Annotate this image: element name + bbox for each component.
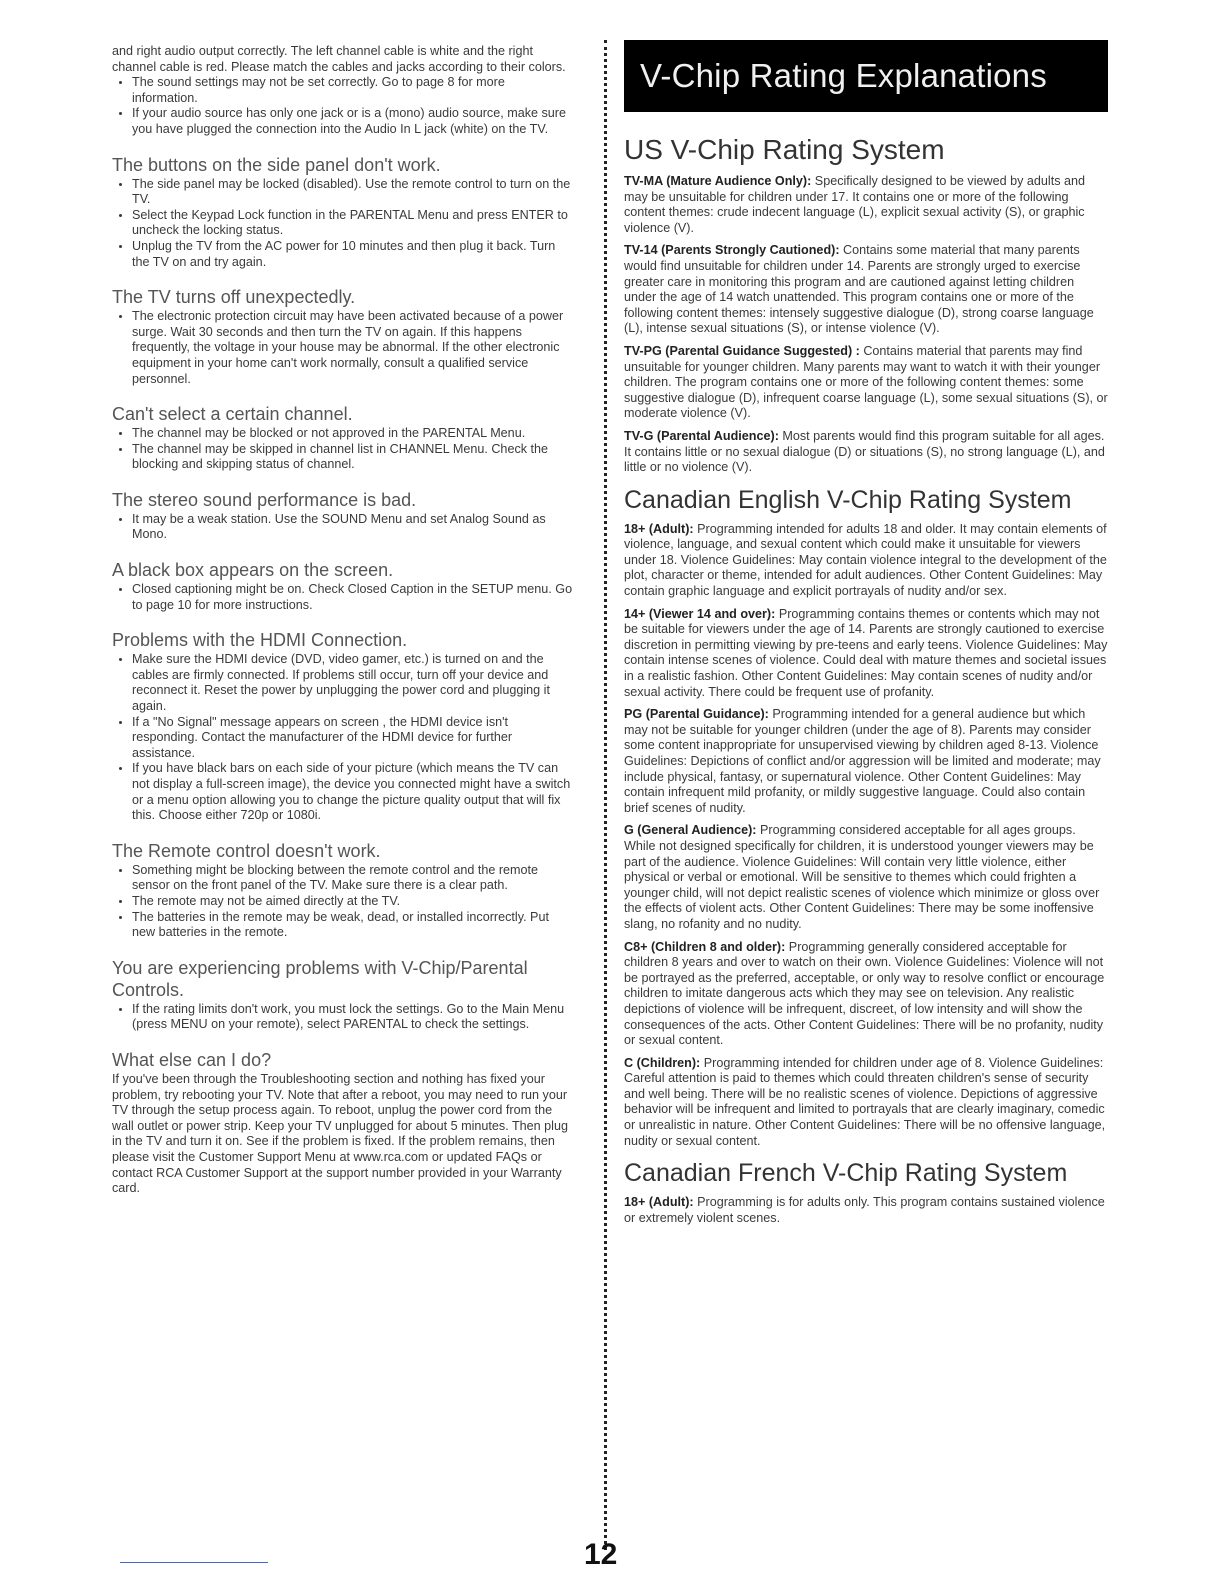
canadian-english-heading: Canadian English V-Chip Rating System	[624, 485, 1072, 514]
intro-list	[112, 75, 574, 137]
rating-text: Contains material that parents may find unsuitable for younger children. Many parents may want to watch it with their younger children. The program contains one or more of the following content themes: some suggestive dialogue (D), infrequent coarse language (L), some sexual situations (S), or moderate violence (V).	[624, 343, 1108, 421]
rating-text: Programming intended for children under age of 8. Violence Guidelines: Careful attention is paid to themes which could threaten children's sense of security and well being. There will be no realistic scenes of violence. Depictions of aggressive behavior will be infrequent and limited to portrayals that are clearly imaginary, comedic or unrealistic in nature. Other Content Guidelines: There will be no offensive language, nudity or sexual content.	[624, 1055, 1106, 1148]
rating-tv-pg	[624, 344, 1108, 422]
rating-ca-14	[624, 607, 1108, 701]
rating-label: TV-PG (Parental Guidance Suggested) :	[624, 343, 860, 358]
vchip-list	[112, 1002, 574, 1033]
page-number: 12	[584, 1538, 618, 1571]
black-box-list	[112, 582, 574, 613]
rating-label: G (General Audience):	[624, 823, 757, 838]
rating-text: Programming is for adults only. This program contains sustained violence or extremely violent scenes.	[624, 1195, 1105, 1225]
rating-label: TV-14 (Parents Strongly Cautioned):	[624, 243, 840, 258]
channel-list	[112, 426, 574, 473]
list-item: • The sound settings may not be set correctly. Go to page 8 for more information.	[132, 75, 574, 106]
list-item: • If your audio source has only one jack or is a (mono) audio source, make sure you have plugged the connection into the Audio In L jack (white) on the TV.	[132, 106, 574, 137]
side-panel-list	[112, 177, 574, 271]
footnote-rule	[120, 1562, 268, 1563]
column-divider	[604, 40, 607, 1550]
intro-text: and right audio output correctly. The left channel cable is white and the right channel cable is red. Please match the cables and jacks according to their colors.	[112, 44, 566, 74]
list-item: • Unplug the TV from the AC power for 10 minutes and then plug it back. Turn the TV on and try again.	[132, 239, 574, 270]
list-item: • The channel may be blocked or not approved in the PARENTAL Menu.	[132, 426, 574, 442]
list-item: • If the rating limits don't work, you must lock the settings. Go to the Main Menu (press MENU on your remote), select PARENTAL to check the settings.	[132, 1002, 574, 1033]
tv-turns-off-list	[112, 309, 574, 387]
rating-text: Programming intended for adults 18 and older. It may contain elements of violence, language, and sexual content which could make it unsuitable for viewers under 18. Violence Guidelines: May contain violence integral to the development of the plot, character or theme, intended for adult audiences. Other Content Guidelines: May contain graphic language and explicit portrayals of nudity and/or sex.	[624, 521, 1107, 599]
list-item: • It may be a weak station. Use the SOUND Menu and set Analog Sound as Mono.	[132, 512, 574, 543]
rating-tv-14	[624, 243, 1108, 337]
right-column	[624, 40, 1108, 1233]
section-heading-stereo: The stereo sound performance is bad.	[112, 489, 417, 510]
section-heading-remote: The Remote control doesn't work.	[112, 840, 381, 861]
rating-label: TV-G (Parental Audience):	[624, 428, 779, 443]
rating-fr-18	[624, 1195, 1108, 1226]
rating-text: Programming intended for a general audience but which may not be suitable for younger children (under the age of 8). Parents may consider some content inappropriate for unsupervised viewing by children aged 8-13. Violence Guidelines: Depictions of conflict and/or aggression will be limited and moderate; may include physical, fantasy, or supernatural violence. Other Content Guidelines: May contain infrequent mild profanity, or mildly suggestive language. Could also contain brief scenes of nudity.	[624, 707, 1101, 815]
rating-ca-18	[624, 522, 1108, 600]
canadian-french-heading: Canadian French V-Chip Rating System	[624, 1159, 1068, 1188]
rating-tv-g	[624, 429, 1108, 476]
section-heading-side-panel: The buttons on the side panel don't work.	[112, 154, 441, 175]
rating-ca-c8	[624, 940, 1108, 1049]
rating-text: Specifically designed to be viewed by adults and may be unsuitable for children under 17. It contains one or more of the following content themes: crude indecent language (L), explicit sexual activity (S), or graphic violence (V).	[624, 174, 1086, 235]
rating-label: C (Children):	[624, 1055, 701, 1070]
rating-label: PG (Parental Guidance):	[624, 707, 769, 722]
stereo-list	[112, 512, 574, 543]
rating-label: C8+ (Children 8 and older):	[624, 939, 786, 954]
list-item: • If you have black bars on each side of your picture (which means the TV can not display a full-screen image), the device you connected might have a switch or a menu option allowing you to change the picture quality output that will fix this. Choose either 720p or 1080i.	[132, 761, 574, 823]
rating-label: 14+ (Viewer 14 and over):	[624, 606, 776, 621]
rating-text: Programming considered acceptable for all ages groups. While not designed specifically for children, it is understood younger viewers may be part of the audience. Violence Guidelines: Will contain very little violence, either physical or verbal or emotional. Will be sensitive to themes which could frighten a younger child, will not depict realistic scenes of violence which minimize or gloss over the effects of violent acts. Other Content Guidelines: There may be some inoffensive slang, no rofanity and no nudity.	[624, 823, 1100, 931]
left-column	[112, 44, 574, 1197]
list-item: • The batteries in the remote may be weak, dead, or installed incorrectly. Put new batteries in the remote.	[132, 910, 574, 941]
list-item: • Select the Keypad Lock function in the PARENTAL Menu and press ENTER to uncheck the locking status.	[132, 208, 574, 239]
rating-label: TV-MA (Mature Audience Only):	[624, 174, 812, 188]
rating-tv-ma	[624, 174, 1108, 236]
banner-title: V-Chip Rating Explanations	[624, 40, 1108, 112]
list-item: • The channel may be skipped in channel list in CHANNEL Menu. Check the blocking and skipping status of channel.	[132, 442, 574, 473]
section-heading-tv-turns-off: The TV turns off unexpectedly.	[112, 287, 356, 308]
list-item: • Closed captioning might be on. Check Closed Caption in the SETUP menu. Go to page 10 for more instructions.	[132, 582, 574, 613]
hdmi-list	[112, 652, 574, 824]
section-heading-channel: Can't select a certain channel.	[112, 404, 353, 425]
rating-text: Programming contains themes or contents which may not be suitable for viewers under the age of 14. Parents are strongly cautioned to exercise discretion in permitting viewing by pre-teens and early teens. Violence Guidelines: May contain intense scenes of violence. Could deal with mature themes and societal issues in a realistic fashion. Other Content Guidelines: May contain scenes of nudity and/or sexual activity. There could be frequent use of profanity.	[624, 606, 1108, 699]
us-system-heading: US V-Chip Rating System	[624, 134, 945, 165]
list-item: • The remote may not be aimed directly at the TV.	[132, 894, 574, 910]
rating-label: 18+ (Adult):	[624, 1195, 694, 1210]
list-item: • Make sure the HDMI device (DVD, video gamer, etc.) is turned on and the cables are firmly connected. If problems still occur, turn off your device and reconnect it. Reset the power by unplugging the power cord and plugging it again.	[132, 652, 574, 714]
list-item: • The electronic protection circuit may have been activated because of a power surge. Wait 30 seconds and then turn the TV on again. If this happens frequently, the voltage in your house may be abnormal. If the other electronic equipment in your home can't work normally, consult a qualified service personnel.	[132, 309, 574, 387]
section-heading-black-box: A black box appears on the screen.	[112, 560, 394, 581]
rating-ca-g	[624, 823, 1108, 932]
remote-list	[112, 863, 574, 941]
section-heading-vchip: You are experiencing problems with V-Chip/Parental Controls.	[112, 957, 528, 1000]
section-heading-hdmi: Problems with the HDMI Connection.	[112, 630, 408, 651]
what-else-text: If you've been through the Troubleshooting section and nothing has fixed your problem, try rebooting your TV. Note that after a reboot, you may need to run your TV through the setup process again. To reboot, unplug the power cord from the wall outlet or power strip. Keep your TV unplugged for about 5 minutes. Then plug in the TV and turn it on. See if the problem is fixed. If the problem remains, then please visit the Customer Support Menu at www.rca.com or updated FAQs or contact RCA Customer Support at the support number provided in your Warranty card.	[112, 1071, 568, 1196]
rating-label: 18+ (Adult):	[624, 521, 694, 536]
list-item: • If a "No Signal" message appears on screen , the HDMI device isn't responding. Contact the manufacturer of the HDMI device for further assistance.	[132, 715, 574, 762]
rating-ca-pg	[624, 707, 1108, 816]
section-heading-what-else: What else can I do?	[112, 1049, 272, 1070]
list-item: • The side panel may be locked (disabled). Use the remote control to turn on the TV.	[132, 177, 574, 208]
rating-text: Most parents would find this program suitable for all ages. It contains little or no sexual dialogue (D) or situations (S), no strong language (L), and little or no violence (V).	[624, 428, 1105, 475]
list-item: • Something might be blocking between the remote control and the remote sensor on the front panel of the TV. Make sure there is a clear path.	[132, 863, 574, 894]
rating-text: Programming generally considered acceptable for children 8 years and over to watch on their own. Violence Guidelines: Violence will not be portrayed as the preferred, acceptable, or only way to resolve conflict or encourage children to imitate dangerous acts which they may see on television. Any realistic depictions of violence will be infrequent, discreet, of low intensity and will show the consequences of the acts. Other Content Guidelines: There will be no profanity, nudity or sexual content.	[624, 939, 1105, 1048]
rating-ca-c	[624, 1056, 1108, 1150]
rating-text: Contains some material that many parents would find unsuitable for children under 14. Parents are strongly urged to exercise greater care in monitoring this program and are cautioned against letting children under the age of 14 watch unattended. This program contains one or more of the following content themes: intensely suggestive dialogue (D), strong coarse language (L), intense sexual situations (S), or intense violence (V).	[624, 243, 1094, 336]
